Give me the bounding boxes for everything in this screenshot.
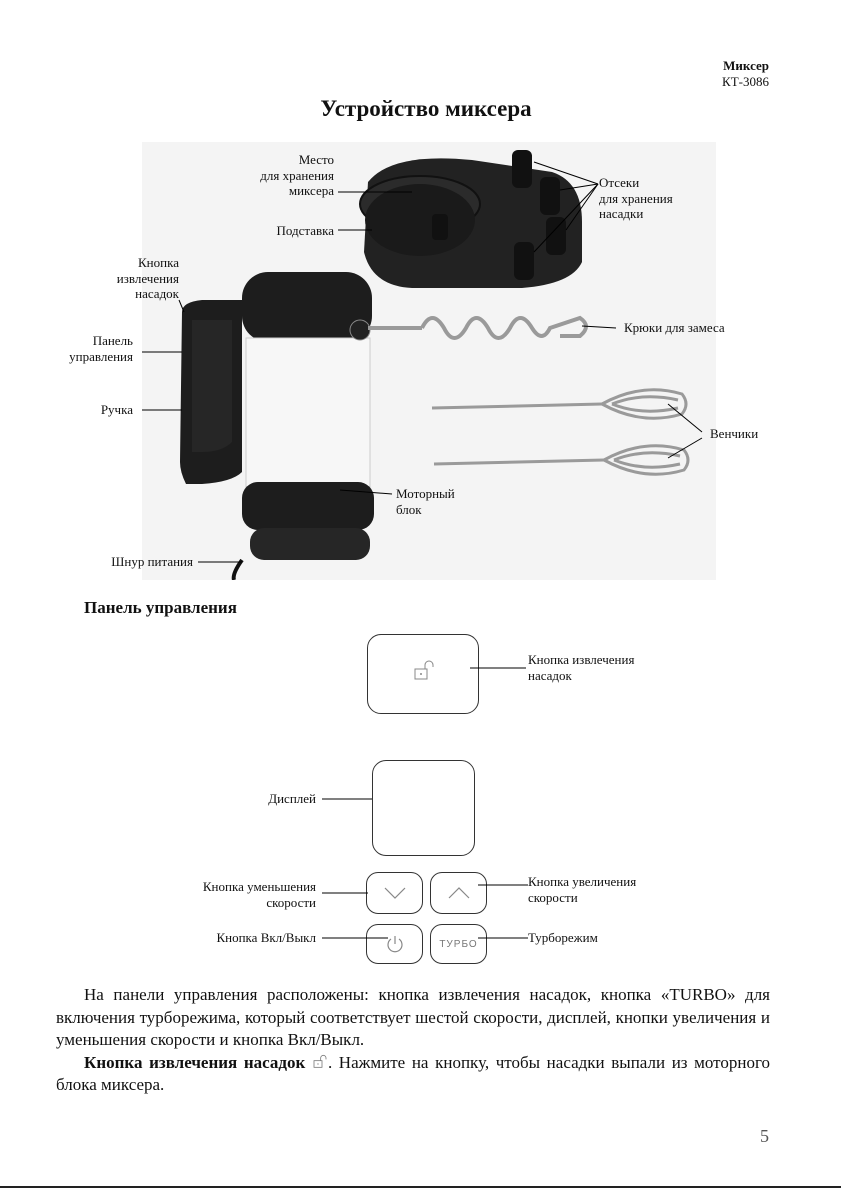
label-control-panel: Панель управления	[69, 333, 133, 364]
power-button[interactable]	[366, 924, 423, 964]
turbo-button[interactable]	[430, 924, 487, 964]
label-motor-block: Моторный блок	[396, 486, 455, 517]
eject-button[interactable]	[367, 634, 479, 714]
paragraph-1: На панели управления расположены: кнопка извлечения насадок, кнопка «TURBO» для включения турборежима, который соответствует шестой скорости, дисплей, кнопки увеличения и уменьшения скорости и кнопка Вкл/Выкл.	[56, 985, 770, 1049]
label-panel-eject: Кнопка извлечения насадок	[528, 652, 635, 683]
model-name: Миксер	[723, 58, 769, 73]
decrease-speed-button[interactable]	[366, 872, 423, 914]
leader-power	[322, 935, 390, 941]
whisks-drawing	[432, 390, 688, 474]
display	[372, 760, 475, 856]
paragraph-2-rest: . Нажмите на кнопку, чтобы насадки выпали из моторного блока миксера.	[56, 1052, 771, 1094]
dough-hook-drawing	[368, 318, 586, 338]
label-increase-speed: Кнопка увеличения скорости	[528, 874, 637, 905]
label-stand: Подставка	[276, 223, 334, 238]
paragraph-2	[56, 1052, 770, 1097]
leader-display	[322, 796, 374, 802]
bottom-rule	[0, 1186, 841, 1188]
leader-eject	[470, 665, 530, 675]
label-eject-button: Кнопка извлечения насадок	[116, 255, 179, 301]
label-compartments: Отсеки для хранения насадки	[599, 175, 673, 221]
paragraph-2-bold: Кнопка извлечения насадок	[84, 1052, 306, 1072]
increase-speed-button[interactable]	[430, 872, 487, 914]
body-text	[56, 984, 770, 1097]
label-whisks: Венчики	[710, 426, 759, 441]
label-power-cord: Шнур питания	[111, 554, 193, 569]
label-display: Дисплей	[268, 791, 316, 806]
leader-increase	[478, 882, 530, 888]
label-turbo: Турборежим	[528, 930, 598, 945]
label-decrease-speed: Кнопка уменьшения скорости	[202, 879, 316, 910]
mixer-body-drawing	[180, 272, 374, 580]
document-header	[722, 58, 769, 90]
panel-heading: Панель управления	[84, 598, 237, 617]
stand-drawing	[360, 150, 582, 288]
unlock-icon	[412, 659, 436, 683]
leader-turbo	[478, 935, 530, 941]
page-title: Устройство миксера	[320, 96, 532, 121]
label-power-button: Кнопка Вкл/Выкл	[216, 930, 316, 945]
leader-decrease	[322, 890, 370, 896]
label-storage-place: Место для хранения миксера	[260, 152, 334, 198]
chevron-down-icon	[384, 887, 406, 899]
label-dough-hooks: Крюки для замеса	[624, 320, 725, 335]
page-number: 5	[760, 1126, 769, 1146]
turbo-button-text: ТУРБО	[439, 938, 478, 950]
chevron-up-icon	[448, 887, 470, 899]
model-code: КТ-3086	[722, 74, 769, 89]
unlock-icon	[312, 1054, 328, 1070]
label-handle: Ручка	[100, 402, 133, 417]
